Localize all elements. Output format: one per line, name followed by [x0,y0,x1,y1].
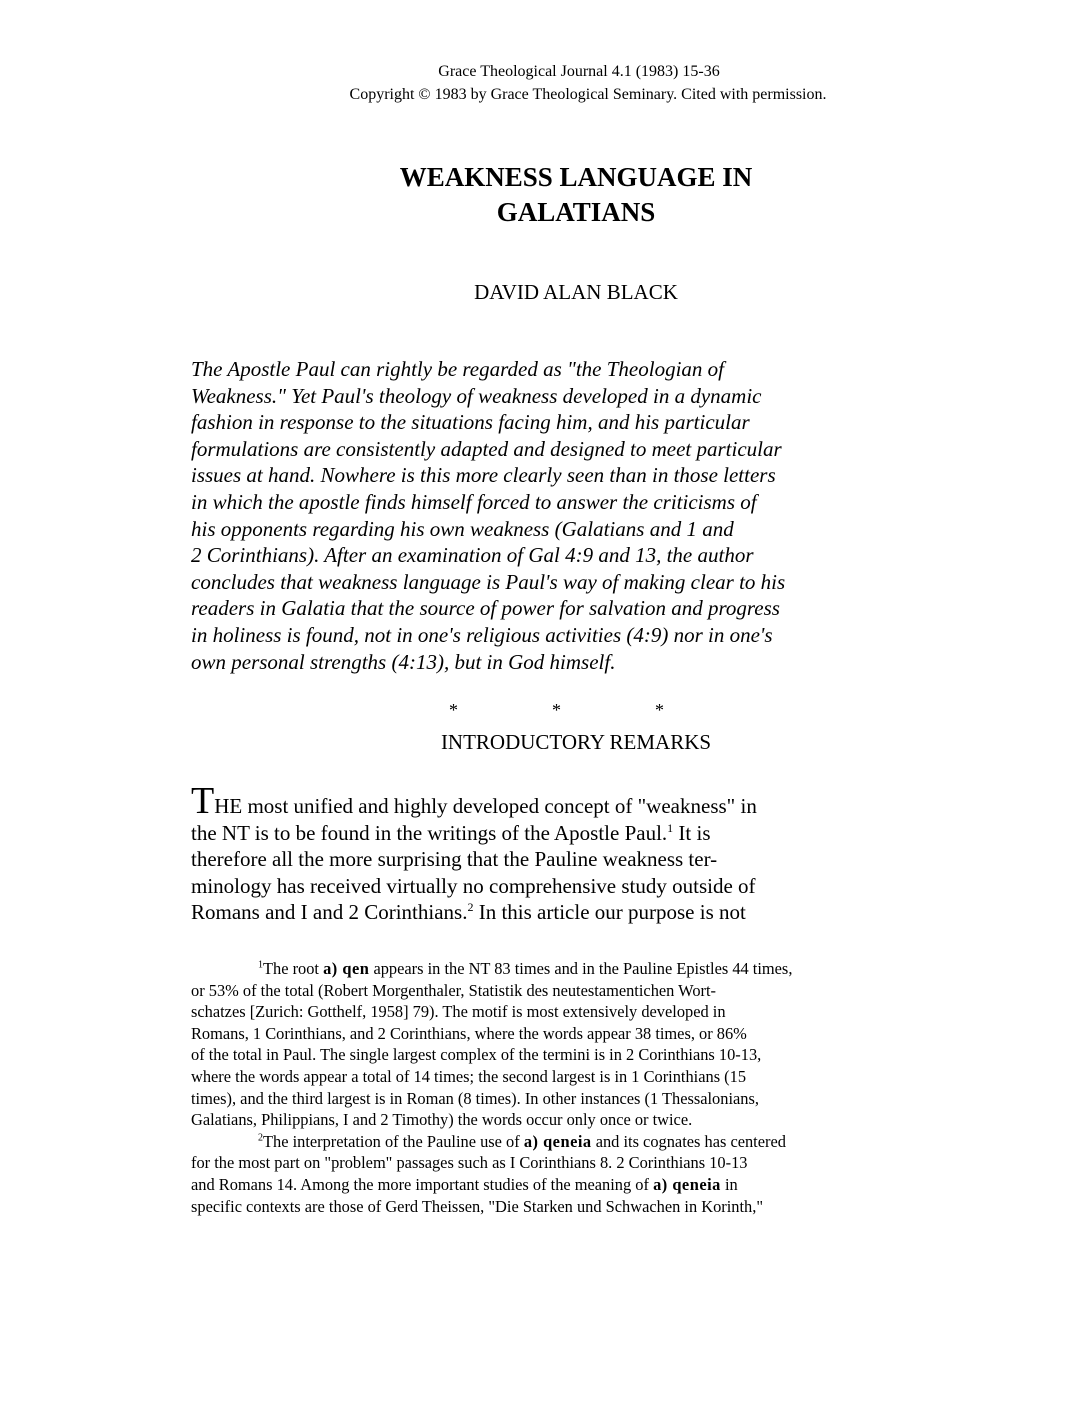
divider-star: * [552,700,561,720]
abstract-line: readers in Galatia that the source of power for salvation and progress [191,596,780,621]
footnote-mark: 2 [258,1132,263,1144]
footnote-line: and Romans 14. Among the more important studies of the meaning of a) qeneia in [191,1174,738,1194]
drop-cap: T [191,780,215,822]
greek-term: a) qeneia [653,1174,721,1194]
abstract-line: in holiness is found, not in one's religious activities (4:9) nor in one's [191,622,773,647]
footnote-line: for the most part on "problem" passages such as I Corinthians 8. 2 Corinthians 10-13 [191,1153,748,1173]
journal-citation: Grace Theological Journal 4.1 (1983) 15-36 [438,63,720,80]
footnote-line: Romans, 1 Corinthians, and 2 Corinthians, where the words appear 38 times, or 86% [191,1023,747,1043]
divider-star: * [449,700,458,720]
divider-star: * [655,700,664,720]
footnote-1-first-line: $^1$The root a) qen appears in the NT 83 times and in the Pauline Epistles 44 times, [258,959,793,978]
title-line-2: GALATIANS [496,197,656,227]
title-line-1: WEAKNESS LANGUAGE IN [399,162,753,192]
author-name: DAVID ALAN BLACK [474,280,678,304]
footnote-ref[interactable]: 1 [667,820,674,835]
journal-header [0,60,1088,106]
article-title [0,160,1088,230]
footnote-line: of the total in Paul. The single largest complex of the termini is in 2 Corinthians 10-13, [191,1045,762,1065]
abstract-line: 2 Corinthians). After an examination of Gal 4:9 and 13, the author [191,543,754,568]
body-line: THE most unified and highly developed concept of "weakness" in [191,780,757,822]
footnote-2-first-line: $^2$The interpretation of the Pauline use of a) qeneia and its cognates has centered [258,1131,786,1151]
abstract-line: fashion in response to the situations facing him, and his particular [191,410,750,435]
body-line: minology has received virtually no comprehensive study outside of [191,873,756,898]
abstract-line: issues at hand. Nowhere is this more clearly seen than in those letters [191,463,776,488]
greek-term: a) qen [323,959,370,978]
footnote-line: where the words appear a total of 14 times; the second largest is in 1 Corinthians (15 [191,1066,747,1086]
abstract-line: Weakness." Yet Paul's theology of weakness developed in a dynamic [191,383,762,408]
abstract-line: concludes that weakness language is Paul's way of making clear to his [191,569,786,594]
footnote-line: specific contexts are those of Gerd Theissen, "Die Starken und Schwachen in Korinth," [191,1196,764,1216]
abstract-line: The Apostle Paul can rightly be regarded as "the Theologian of [191,357,724,381]
abstract-line: formulations are consistently adapted and designed to meet particular [191,436,782,461]
body-paragraph [191,780,841,926]
footnote-line: or 53% of the total (Robert Morgenthaler, Statistik des neutestamentichen Wort- [191,980,716,1000]
section-heading: INTRODUCTORY REMARKS [440,730,712,754]
footnote-line: schatzes [Zurich: Gotthelf, 1958] 79). The motif is most extensively developed in [191,1002,726,1022]
abstract [191,356,871,675]
footnotes [191,958,911,1217]
greek-term: a) qeneia [523,1131,592,1151]
copyright-line: Copyright © 1983 by Grace Theological Seminary. Cited with permission. [349,86,827,103]
footnote-line: times), and the third largest is in Roman (8 times). In other instances (1 Thessalonians, [191,1088,759,1108]
abstract-line: in which the apostle finds himself forced to answer the criticisms of [191,489,757,514]
footnote-ref[interactable]: 2 [467,900,474,914]
body-line: Romans and I and 2 Corinthians.$^2$ In this article our purpose is not [191,900,746,924]
abstract-line: own personal strengths (4:13), but in God himself. [191,649,616,674]
abstract-line: his opponents regarding his own weakness (Galatians and 1 and [191,516,734,541]
footnote-mark: 1 [258,959,263,971]
body-line: the NT is to be found in the writings of the Apostle Paul.$^1$ It is [191,820,711,845]
body-line: therefore all the more surprising that the Pauline weakness ter- [191,847,718,871]
footnote-line: Galatians, Philippians, I and 2 Timothy) the words occur only once or twice. [191,1110,693,1130]
